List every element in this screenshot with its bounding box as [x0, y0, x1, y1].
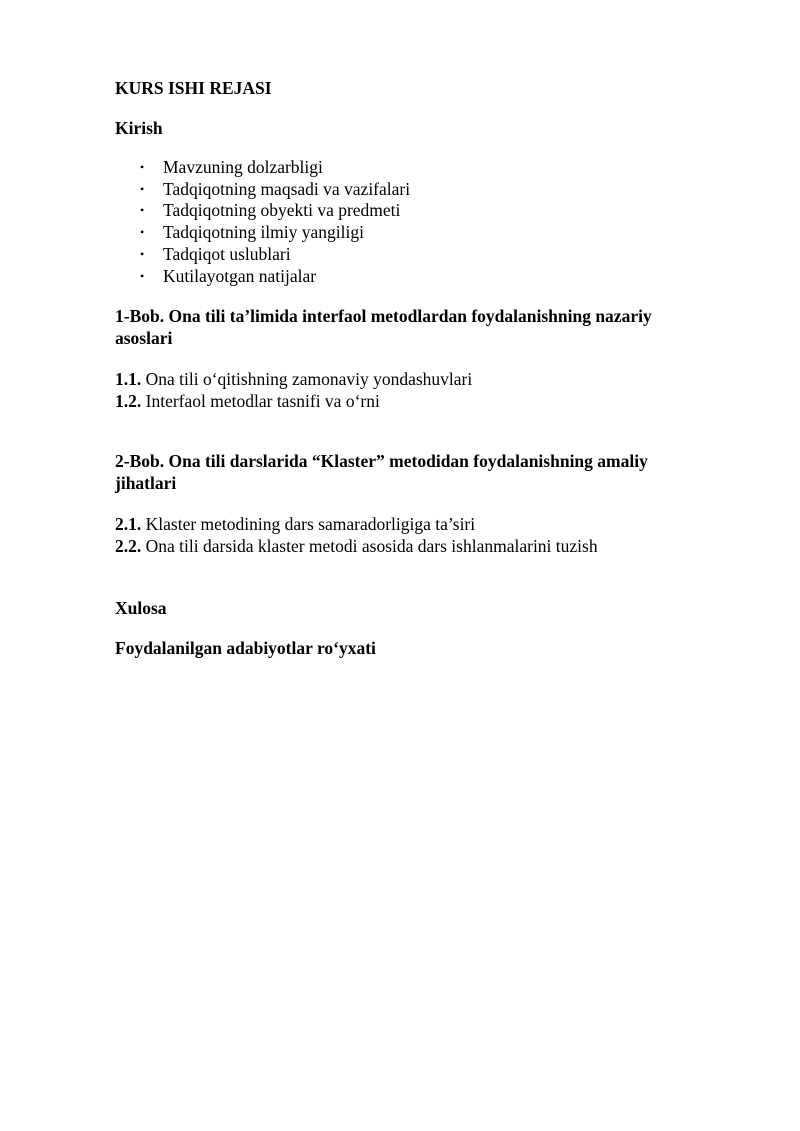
section-1-1 — [115, 368, 472, 390]
list-item-text: Kutilayotgan natijalar — [163, 265, 317, 286]
list-item — [115, 200, 410, 222]
list-item — [115, 222, 410, 244]
chapter2-heading: 2-Bob. Ona tili darslarida “Klaster” metodidan foydalanishning amaliy jihatlari — [115, 451, 648, 493]
list-item-text: Tadqiqot uslublari — [163, 243, 291, 264]
list-item — [115, 157, 410, 179]
bullet-icon: • — [140, 225, 145, 240]
list-item — [115, 179, 410, 201]
section-title: Ona tili o‘qitishning zamonaviy yondashuvlari — [145, 369, 473, 389]
bullet-icon: • — [140, 160, 145, 174]
list-item-text: Tadqiqotning obyekti va predmeti — [163, 200, 401, 221]
list-item-text: Tadqiqotning maqsadi va vazifalari — [163, 178, 411, 199]
conclusion-heading: Xulosa — [115, 598, 167, 618]
references-heading: Foydalanilgan adabiyotlar ro‘yxati — [115, 638, 376, 658]
bullet-icon: • — [140, 246, 145, 261]
document-title: KURS ISHI REJASI — [115, 78, 272, 98]
list-item — [115, 244, 410, 266]
list-item-text: Mavzuning dolzarbligi — [163, 157, 323, 177]
list-item-text: Tadqiqotning ilmiy yangiligi — [163, 222, 364, 243]
section-number: 2.2. — [115, 536, 142, 556]
chapter1-heading: 1-Bob. Ona tili ta’limida interfaol metodlardan foydalanishning nazariy asoslari — [115, 306, 652, 348]
section-2-2 — [115, 535, 598, 557]
section-title: Interfaol metodlar tasnifi va o‘rni — [145, 391, 380, 411]
intro-heading: Kirish — [115, 118, 163, 138]
section-title: Klaster metodining dars samaradorligiga ta’siri — [145, 514, 476, 534]
section-number: 1.2. — [115, 391, 142, 411]
section-2-1 — [115, 513, 475, 535]
bullet-icon: • — [140, 181, 145, 196]
section-number: 2.1. — [115, 514, 142, 534]
section-title: Ona tili darsida klaster metodi asosida dars ishlanmalarini tuzish — [145, 536, 598, 556]
bullet-icon: • — [140, 203, 145, 218]
bullet-icon: • — [140, 268, 145, 283]
list-item — [115, 266, 410, 288]
intro-list — [115, 157, 410, 287]
section-number: 1.1. — [115, 369, 142, 389]
section-1-2 — [115, 390, 380, 412]
